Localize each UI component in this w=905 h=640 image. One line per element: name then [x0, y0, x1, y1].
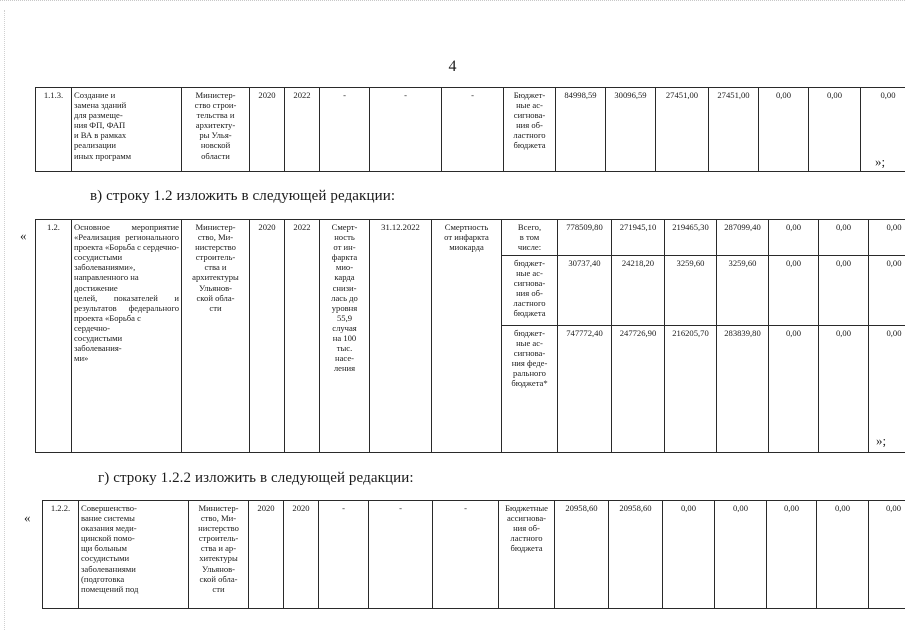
value-cell: 0,00 [819, 256, 869, 326]
value-cell: 778509,80 [558, 220, 612, 256]
value-cell: 0,00 [769, 256, 819, 326]
value-cell: 0,00 [869, 256, 905, 326]
result-indicator: Смертность от инфаркта миокарда [432, 220, 502, 453]
row-executor: Министер- ство, Ми- нистерство строитель- ства и архитектуры Ульянов- ской обла- сти [182, 220, 250, 453]
dash-cell: - [320, 88, 370, 172]
value-cell: 30096,59 [606, 88, 656, 172]
value-cell: 0,00 [869, 501, 905, 609]
value-cell: 219465,30 [665, 220, 717, 256]
value-cell: 20958,60 [555, 501, 609, 609]
dash-cell: - [319, 501, 369, 609]
value-cell: 747772,40 [558, 326, 612, 453]
target-indicator: Смерт- ность от ин- фаркта мио- карда снизи- лась до уровня 55,9 случая на 100 тыс. насе- ления [320, 220, 370, 453]
value-cell: 20958,60 [609, 501, 663, 609]
row-number: 1.2. [36, 220, 72, 453]
instruction-v: в) строку 1.2 изложить в следующей редакции: [90, 188, 396, 204]
opening-quote: « [20, 228, 27, 243]
row-name: Совершенство- вание системы оказания меди- цинской помо- щи больным сосудистыми заболеваниями (подготовка помещений под [79, 501, 189, 609]
value-cell: 3259,60 [717, 256, 769, 326]
value-cell: 0,00 [759, 88, 809, 172]
year-end: 2020 [284, 501, 319, 609]
row-number: 1.2.2. [43, 501, 79, 609]
row-name: Основное мероприятие «Реализация регионального проекта «Борьба с сердечно- сосудистыми заболеваниями», направленного на достижение целей, показателей и результатов федерального проекта «Борьба с сердечно- сосудистыми заболевания- ми» [72, 220, 182, 453]
year-start: 2020 [249, 501, 284, 609]
value-cell: 84998,59 [556, 88, 606, 172]
row-name: Создание и замена зданий для размеще- ния ФП, ФАП и ВА в рамках реализации иных программ [72, 88, 182, 172]
table-row-1-2-2 [42, 500, 905, 609]
value-cell: 271945,10 [612, 220, 665, 256]
opening-quote: « [24, 510, 31, 525]
table-row-1-2 [35, 219, 905, 453]
value-cell: 27451,00 [656, 88, 709, 172]
row-executor: Министер- ство строи- тельства и архитекту- ры Улья- новской области [182, 88, 250, 172]
dash-cell: - [370, 88, 442, 172]
value-cell: 0,00 [819, 326, 869, 453]
funding-regional-label: бюджет- ные ас- сигнова- ния об- ластного бюджета [502, 256, 558, 326]
value-cell: 0,00 [715, 501, 767, 609]
value-cell: 0,00 [869, 326, 905, 453]
value-cell: 24218,20 [612, 256, 665, 326]
dash-cell: - [433, 501, 499, 609]
row-number: 1.1.3. [36, 88, 72, 172]
funding-total-label: Всего, в том числе: [502, 220, 558, 256]
year-end: 2022 [285, 220, 320, 453]
value-cell: 0,00 [769, 220, 819, 256]
value-cell: 0,00 [819, 220, 869, 256]
dash-cell: - [369, 501, 433, 609]
value-cell: 247726,90 [612, 326, 665, 453]
funding-federal-label: бюджет- ные ас- сигнова- ния феде- рального бюджета* [502, 326, 558, 453]
closing-quote: »; [875, 154, 886, 169]
target-date: 31.12.2022 [370, 220, 432, 453]
row-executor: Министер- ство, Ми- нистерство строитель- ства и ар- хитектуры Ульянов- ской обла- сти [189, 501, 249, 609]
value-cell: 0,00 [869, 220, 905, 256]
year-end: 2022 [285, 88, 320, 172]
value-cell: 0,00 [861, 88, 905, 172]
value-cell: 0,00 [767, 501, 817, 609]
value-cell: 0,00 [809, 88, 861, 172]
value-cell: 216205,70 [665, 326, 717, 453]
closing-quote: »; [876, 433, 887, 448]
year-start: 2020 [250, 88, 285, 172]
value-cell: 3259,60 [665, 256, 717, 326]
year-start: 2020 [250, 220, 285, 453]
value-cell: 0,00 [769, 326, 819, 453]
scan-left-edge [4, 10, 6, 630]
value-cell: 27451,00 [709, 88, 759, 172]
dash-cell: - [442, 88, 504, 172]
page-number: 4 [448, 58, 457, 75]
value-cell: 0,00 [817, 501, 869, 609]
value-cell: 0,00 [663, 501, 715, 609]
table-row-1-1-3 [35, 87, 905, 172]
value-cell: 287099,40 [717, 220, 769, 256]
instruction-g: г) строку 1.2.2 изложить в следующей редакции: [98, 470, 414, 486]
funding-source: Бюджет- ные ас- сигнова- ния об- ластного бюджета [504, 88, 556, 172]
scan-top-edge [0, 0, 905, 13]
funding-source: Бюджетные ассигнова- ния об- ластного бюджета [499, 501, 555, 609]
value-cell: 30737,40 [558, 256, 612, 326]
value-cell: 283839,80 [717, 326, 769, 453]
